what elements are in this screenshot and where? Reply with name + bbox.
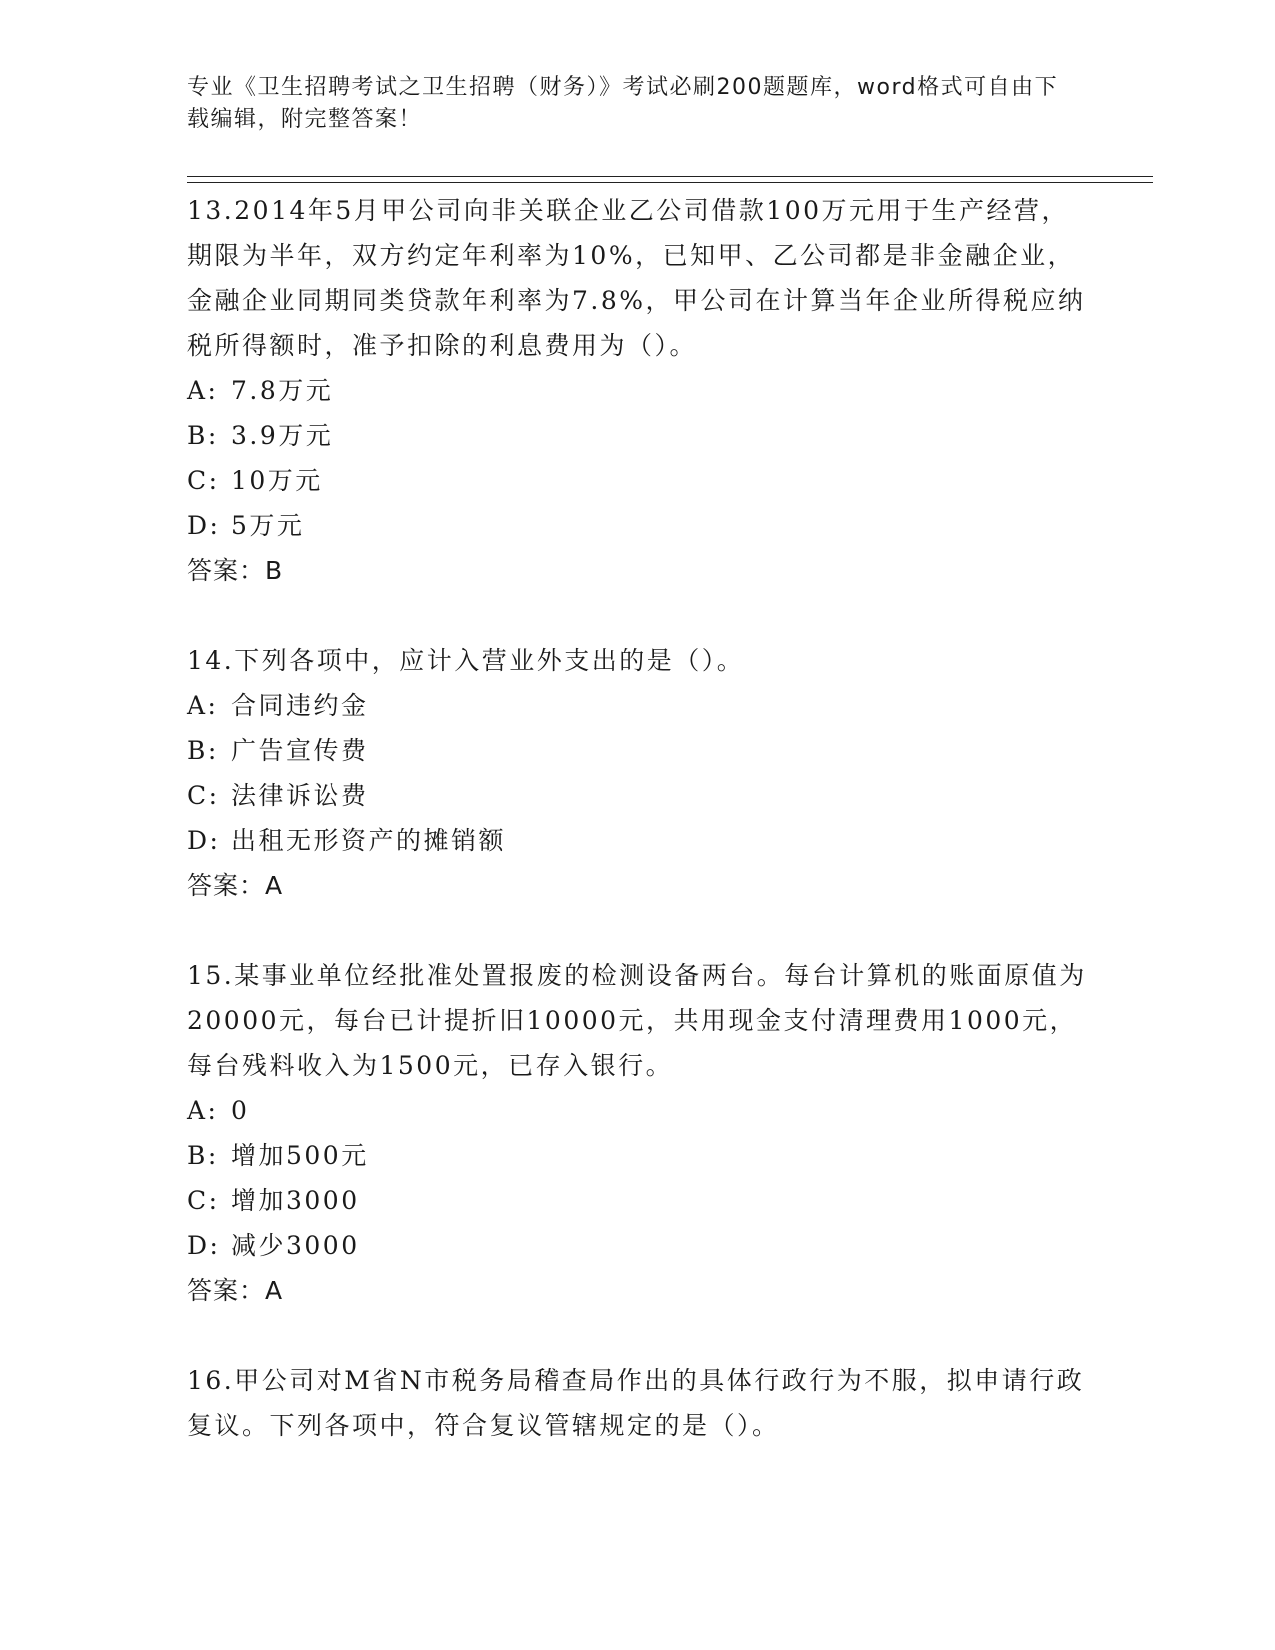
- option-d: [187, 1223, 1087, 1268]
- option-a: [187, 683, 1087, 728]
- question-list: [187, 188, 1087, 1448]
- question-15: [187, 953, 1087, 1313]
- option-text: 7.8万元: [231, 376, 334, 405]
- option-b: [187, 728, 1087, 773]
- option-text: 增加500元: [231, 1141, 369, 1170]
- option-key: A:: [187, 376, 219, 405]
- option-text: 出租无形资产的摊销额: [231, 826, 507, 855]
- question-stem: 15.某事业单位经批准处置报废的检测设备两台。每台计算机的账面原值为20000元，每台已计提折旧10000元，共用现金支付清理费用1000元，每台残料收入为1500元，已存入银行。: [187, 961, 1087, 1080]
- question-stem: 13.2014年5月甲公司向非关联企业乙公司借款100万元用于生产经营，期限为半年，双方约定年利率为10%，已知甲、乙公司都是非金融企业，金融企业同期同类贷款年利率为7.8%，甲公司在计算当年企业所得税应纳税所得额时，准予扣除的利息费用为（）。: [187, 196, 1086, 360]
- option-c: [187, 458, 1087, 503]
- option-key: C:: [187, 781, 220, 810]
- question-stem: 14.下列各项中，应计入营业外支出的是（）。: [187, 646, 745, 675]
- option-a: [187, 1088, 1087, 1133]
- option-b: [187, 1133, 1087, 1178]
- answer-line: 答案：B: [187, 556, 284, 585]
- header-divider-bottom: [187, 182, 1153, 183]
- option-key: B:: [187, 421, 219, 450]
- header-divider-top: [187, 176, 1153, 177]
- question-16: [187, 1358, 1087, 1448]
- document-header: 专业《卫生招聘考试之卫生招聘（财务）》考试必刷200题题库，word格式可自由下载编辑，附完整答案！: [187, 75, 1059, 132]
- question-14: [187, 638, 1087, 908]
- option-text: 法律诉讼费: [231, 781, 369, 810]
- option-text: 5万元: [231, 511, 305, 540]
- option-text: 广告宣传费: [231, 736, 369, 765]
- option-key: D:: [187, 826, 221, 855]
- option-c: [187, 1178, 1087, 1223]
- option-b: [187, 413, 1087, 458]
- option-text: 减少3000: [231, 1231, 360, 1260]
- option-key: D:: [187, 1231, 221, 1260]
- option-key: D:: [187, 511, 221, 540]
- option-a: [187, 368, 1087, 413]
- answer-line: 答案：A: [187, 871, 284, 900]
- question-stem: 16.甲公司对M省N市税务局稽查局作出的具体行政行为不服，拟申请行政复议。下列各项中，符合复议管辖规定的是（）。: [187, 1366, 1085, 1440]
- option-d: [187, 503, 1087, 548]
- question-spacer: [187, 1313, 1087, 1358]
- option-text: 3.9万元: [231, 421, 334, 450]
- option-key: A:: [187, 1096, 219, 1125]
- option-key: C:: [187, 1186, 220, 1215]
- option-text: 合同违约金: [231, 691, 369, 720]
- option-d: [187, 818, 1087, 863]
- answer-line: 答案：A: [187, 1276, 284, 1305]
- option-text: 增加3000: [231, 1186, 360, 1215]
- option-text: 0: [231, 1096, 250, 1125]
- question-spacer: [187, 593, 1087, 638]
- option-key: B:: [187, 1141, 219, 1170]
- option-key: C:: [187, 466, 220, 495]
- option-key: B:: [187, 736, 219, 765]
- question-13: [187, 188, 1087, 593]
- option-text: 10万元: [231, 466, 323, 495]
- option-key: A:: [187, 691, 219, 720]
- question-spacer: [187, 908, 1087, 953]
- option-c: [187, 773, 1087, 818]
